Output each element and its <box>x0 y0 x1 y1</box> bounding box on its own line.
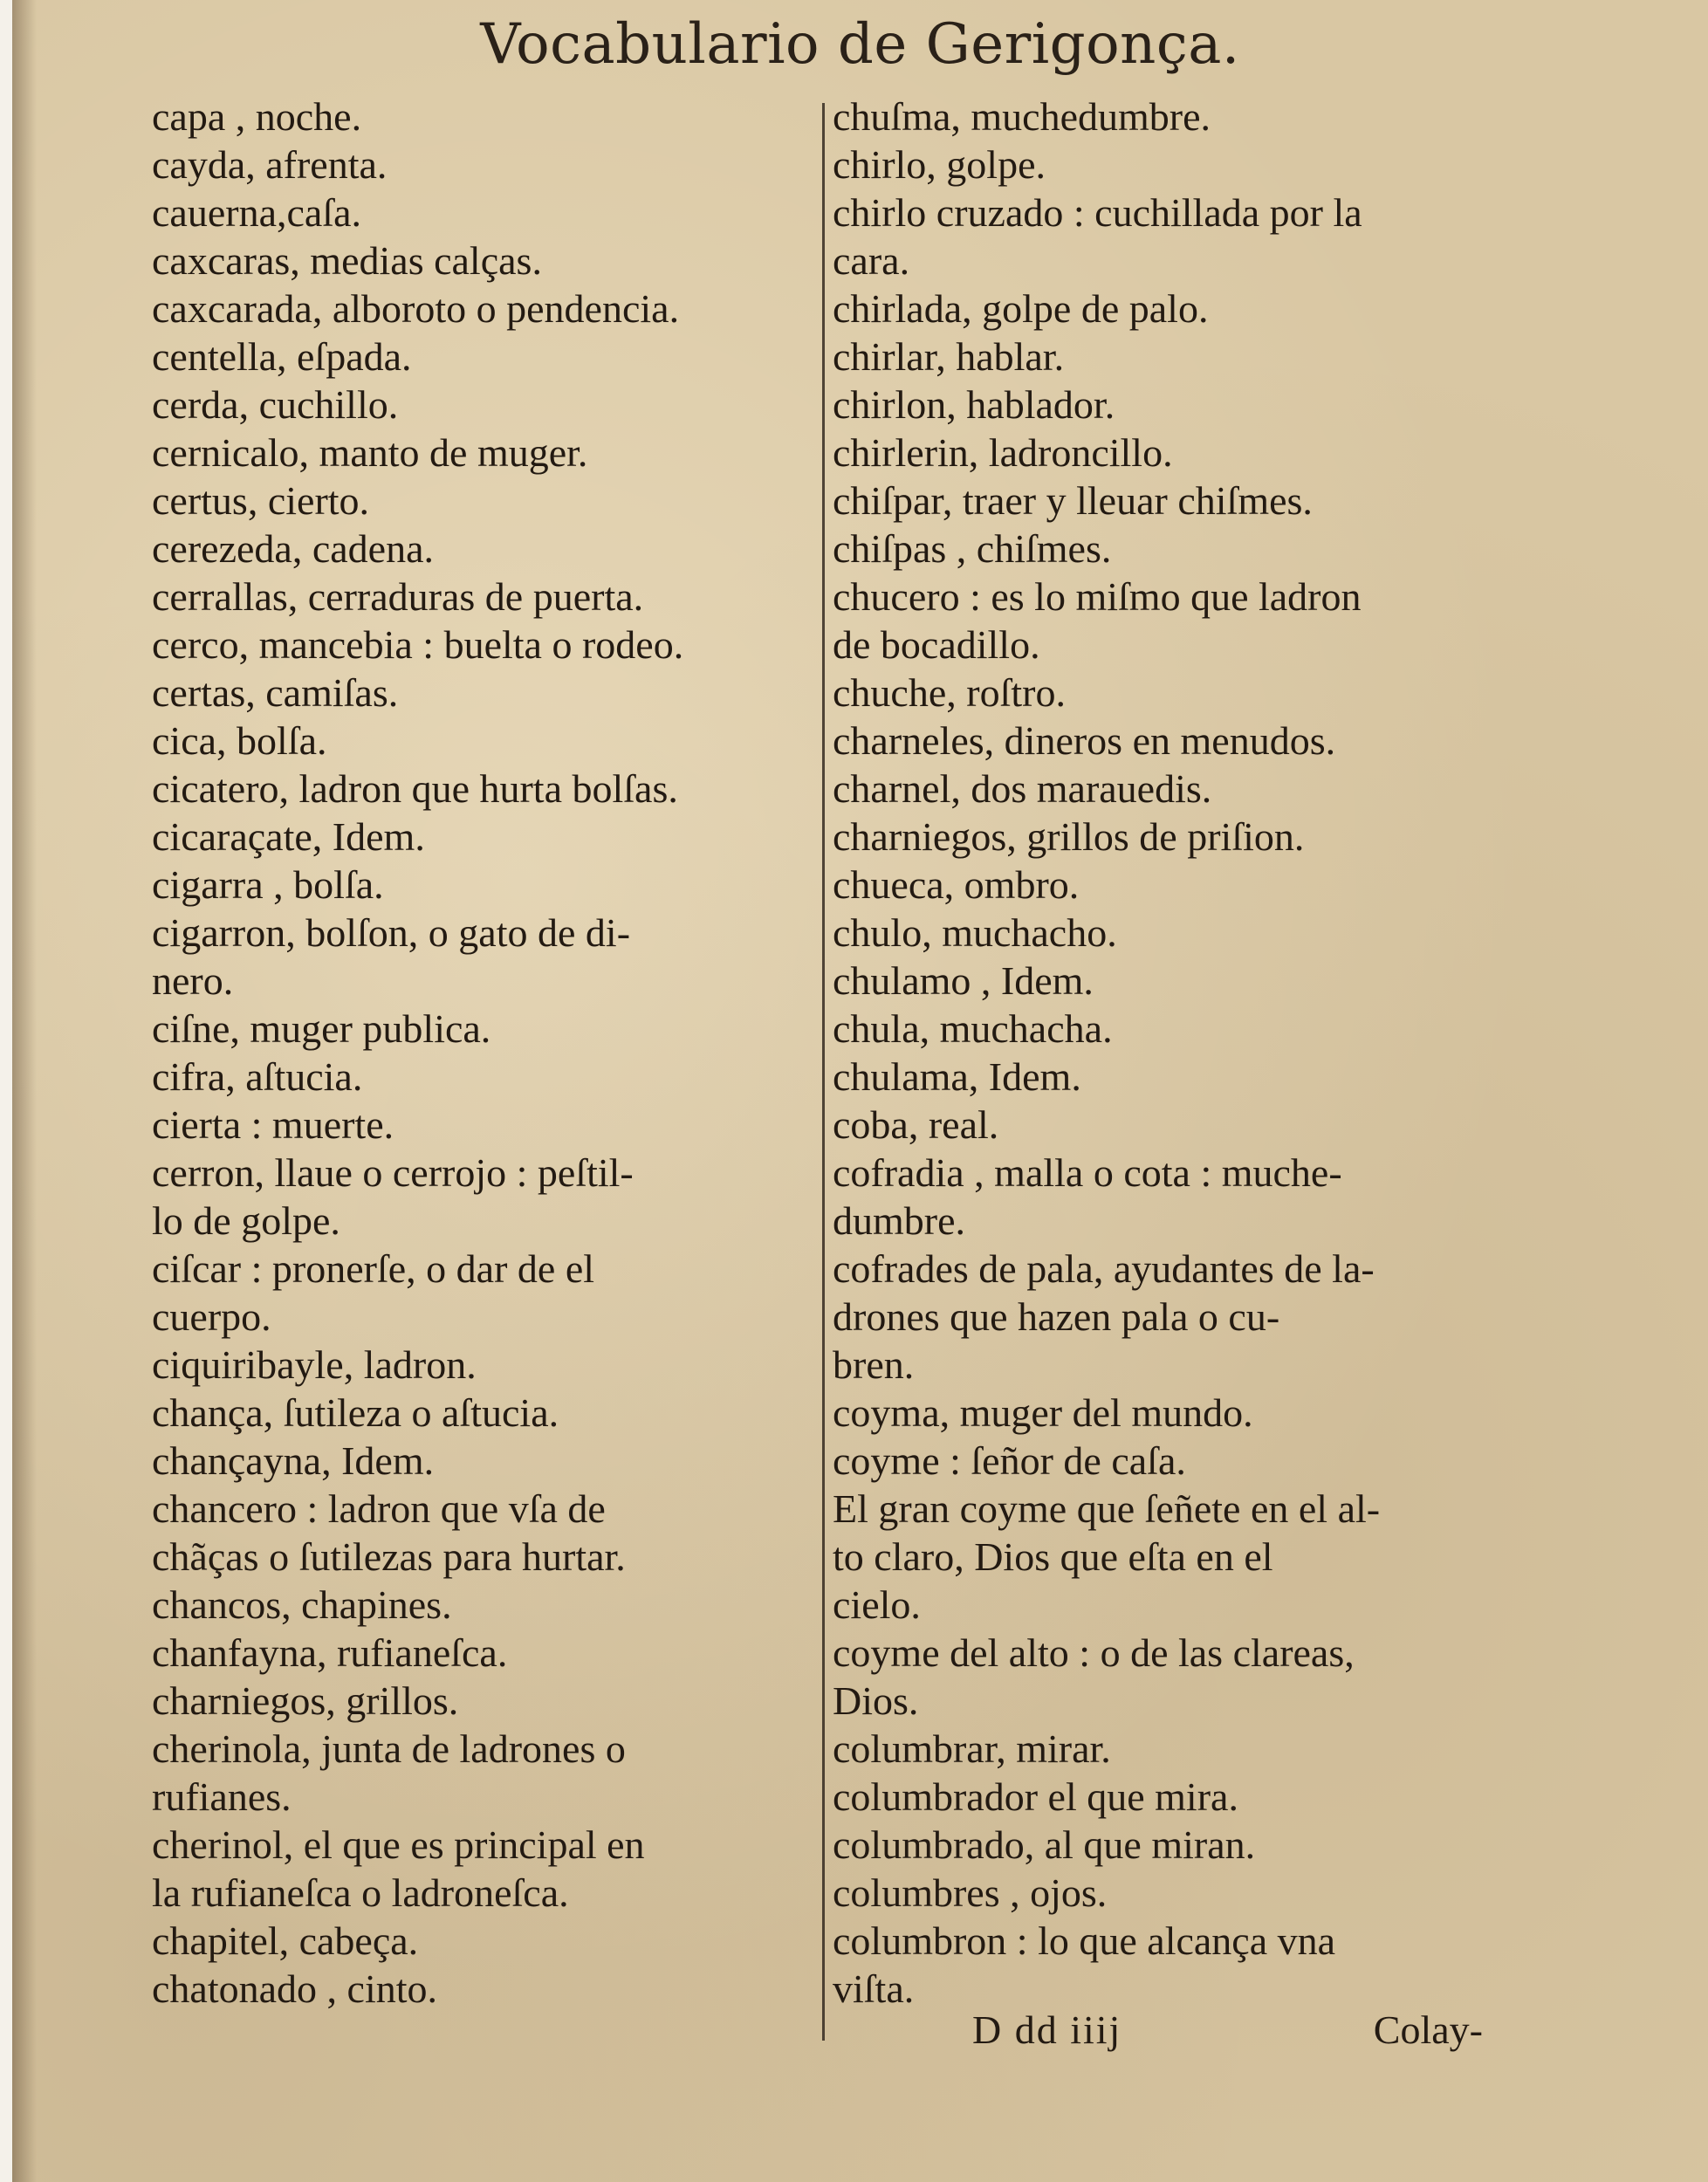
entry-line: cauerna,caſa. <box>152 190 362 235</box>
dictionary-entry <box>152 813 811 861</box>
dictionary-entry <box>833 477 1518 525</box>
dictionary-entry <box>833 813 1518 861</box>
entry-line: chula, muchacha. <box>833 1006 1113 1051</box>
entry-line: chirlar, hablar. <box>833 334 1065 379</box>
entry-line: chulo, muchacho. <box>833 910 1117 955</box>
dictionary-entry <box>152 1485 811 1581</box>
entry-line: centella, eſpada. <box>152 334 412 379</box>
entry-line: ciſcar : pronerſe, o dar de el <box>152 1246 595 1291</box>
dictionary-entry <box>152 429 811 477</box>
dictionary-entry <box>152 717 811 765</box>
dictionary-entry <box>152 1101 811 1149</box>
dictionary-entry <box>152 861 811 909</box>
entry-line: charniegos, grillos de priſion. <box>833 814 1305 859</box>
dictionary-entry <box>152 669 811 717</box>
dictionary-entry <box>152 285 811 333</box>
dictionary-entry <box>152 381 811 429</box>
page-gutter-shadow <box>12 0 37 2182</box>
dictionary-entry <box>833 1245 1518 1389</box>
entry-line: charniegos, grillos. <box>152 1678 459 1723</box>
dictionary-entry <box>833 1437 1518 1485</box>
dictionary-entry <box>152 1149 811 1245</box>
dictionary-entry <box>833 765 1518 813</box>
dictionary-entry <box>833 1389 1518 1437</box>
entry-line: cerron, llaue o cerrojo : peſtil- <box>152 1150 634 1195</box>
entry-line: ciquiribayle, ladron. <box>152 1342 477 1387</box>
dictionary-entry <box>833 909 1518 957</box>
entry-line: coyme del alto : o de las clareas, <box>833 1630 1355 1675</box>
book-page <box>12 0 1708 2182</box>
entry-line: cerco, mancebia : buelta o rodeo. <box>152 622 684 667</box>
dictionary-entry <box>152 1053 811 1101</box>
entry-continuation-line: to claro, Dios que eſta en el <box>833 1534 1273 1579</box>
dictionary-entry <box>152 1965 811 2013</box>
dictionary-entry <box>833 1149 1518 1245</box>
dictionary-entry <box>833 381 1518 429</box>
dictionary-entry <box>833 669 1518 717</box>
dictionary-entry <box>152 1629 811 1677</box>
entry-continuation-line: cuerpo. <box>152 1294 271 1339</box>
dictionary-entry <box>152 237 811 285</box>
entry-line: chança, ſutileza o aſtucia. <box>152 1390 559 1435</box>
entry-continuation-line: nero. <box>152 958 234 1003</box>
entry-line: chirlo, golpe. <box>833 142 1046 187</box>
entry-line: columbrar, mirar. <box>833 1726 1111 1771</box>
dictionary-entry <box>152 1005 811 1053</box>
dictionary-entry <box>833 1917 1518 2013</box>
entry-line: chançayna, Idem. <box>152 1438 435 1483</box>
dictionary-entry <box>152 1341 811 1389</box>
dictionary-entry <box>833 861 1518 909</box>
entry-line: chanfayna, rufianeſca. <box>152 1630 508 1675</box>
entry-line: chucero : es lo miſmo que ladron <box>833 574 1362 619</box>
dictionary-entry <box>833 1485 1518 1629</box>
dictionary-entry <box>833 141 1518 189</box>
entry-line: ciſne, muger publica. <box>152 1006 491 1051</box>
entry-line: caxcarada, alboroto o pendencia. <box>152 286 680 331</box>
entry-continuation-line: lo de golpe. <box>152 1198 340 1243</box>
entry-line: chatonado , cinto. <box>152 1966 438 2011</box>
dictionary-entry <box>152 909 811 1005</box>
dictionary-entry <box>152 765 811 813</box>
entry-continuation-line: la rufianeſca o ladroneſca. <box>152 1870 569 1915</box>
entry-line: certas, camiſas. <box>152 670 399 715</box>
column-rule <box>822 103 825 2041</box>
entry-line: cerrallas, cerraduras de puerta. <box>152 574 644 619</box>
entry-line: cierta : muerte. <box>152 1102 394 1147</box>
entry-line: chapitel, cabeça. <box>152 1918 419 1963</box>
dictionary-entry <box>152 93 811 141</box>
entry-line: chiſpar, traer y lleuar chiſmes. <box>833 478 1313 523</box>
dictionary-entry <box>833 429 1518 477</box>
entry-line: columbron : lo que alcança vna <box>833 1918 1336 1963</box>
dictionary-entry <box>152 1437 811 1485</box>
entry-line: certus, cierto. <box>152 478 370 523</box>
entry-continuation-line: Dios. <box>833 1678 919 1723</box>
dictionary-entry <box>152 1821 811 1917</box>
entry-continuation-line: chãças o ſutilezas para hurtar. <box>152 1534 626 1579</box>
entry-line: coba, real. <box>833 1102 999 1147</box>
entry-line: chuſma, muchedumbre. <box>833 94 1211 139</box>
entry-line: cayda, afrenta. <box>152 142 388 187</box>
entry-line: cerezeda, cadena. <box>152 526 434 571</box>
dictionary-entry <box>833 333 1518 381</box>
entry-line: columbrado, al que miran. <box>833 1822 1256 1867</box>
entry-line: charnel, dos marauedis. <box>833 766 1212 811</box>
dictionary-entry <box>833 1101 1518 1149</box>
dictionary-entry <box>152 1581 811 1629</box>
dictionary-entry <box>833 189 1518 285</box>
entry-continuation-line: rufianes. <box>152 1774 292 1819</box>
dictionary-entry <box>833 1629 1518 1725</box>
signature-mark: D dd iiij <box>972 2007 1122 2052</box>
entry-line: chulamo , Idem. <box>833 958 1094 1003</box>
dictionary-entry <box>152 1245 811 1341</box>
dictionary-entry <box>833 285 1518 333</box>
right-column <box>833 93 1518 2013</box>
entry-line: coyme : ſeñor de caſa. <box>833 1438 1186 1483</box>
dictionary-entry <box>152 621 811 669</box>
entry-line: chuche, roſtro. <box>833 670 1066 715</box>
dictionary-entry <box>833 717 1518 765</box>
dictionary-entry <box>152 1677 811 1725</box>
entry-continuation-line: de bocadillo. <box>833 622 1040 667</box>
catchword: Colay- <box>1373 2007 1483 2052</box>
dictionary-entry <box>152 189 811 237</box>
dictionary-entry <box>833 1725 1518 1773</box>
entry-line: chiſpas , chiſmes. <box>833 526 1112 571</box>
entry-line: cifra, aſtucia. <box>152 1054 363 1099</box>
entry-continuation-line: dumbre. <box>833 1198 966 1243</box>
running-head: Vocabulario de Gerigonça. <box>480 12 1240 77</box>
dictionary-entry <box>152 477 811 525</box>
entry-line: coyma, muger del mundo. <box>833 1390 1253 1435</box>
entry-continuation-line: viſta. <box>833 1966 915 2011</box>
entry-line: cernicalo, manto de muger. <box>152 430 588 475</box>
dictionary-entry <box>833 1821 1518 1869</box>
entry-line: capa , noche. <box>152 94 362 139</box>
entry-line: cherinol, el que es principal en <box>152 1822 645 1867</box>
entry-line: cica, bolſa. <box>152 718 327 763</box>
entry-line: chirlerin, ladroncillo. <box>833 430 1173 475</box>
entry-line: columbres , ojos. <box>833 1870 1108 1915</box>
dictionary-entry <box>152 573 811 621</box>
entry-continuation-line: cara. <box>833 238 910 283</box>
entry-line: chirlon, hablador. <box>833 382 1115 427</box>
entry-line: columbrador el que mira. <box>833 1774 1238 1819</box>
entry-line: caxcaras, medias calças. <box>152 238 542 283</box>
entry-line: cofradia , malla o cota : muche- <box>833 1150 1342 1195</box>
entry-line: chirlada, golpe de palo. <box>833 286 1209 331</box>
entry-line: cicatero, ladron que hurta bolſas. <box>152 766 678 811</box>
dictionary-entry <box>833 1773 1518 1821</box>
left-column <box>152 93 811 2013</box>
entry-line: cicaraçate, Idem. <box>152 814 425 859</box>
dictionary-entry <box>833 1053 1518 1101</box>
dictionary-entry <box>152 333 811 381</box>
dictionary-entry <box>152 1917 811 1965</box>
dictionary-entry <box>152 1725 811 1821</box>
dictionary-entry <box>833 1005 1518 1053</box>
dictionary-entry <box>833 1869 1518 1917</box>
entry-continuation-line: drones que hazen pala o cu- <box>833 1294 1280 1339</box>
dictionary-entry <box>833 957 1518 1005</box>
entry-line: cherinola, junta de ladrones o <box>152 1726 626 1771</box>
entry-line: chulama, Idem. <box>833 1054 1081 1099</box>
entry-line: chueca, ombro. <box>833 862 1080 907</box>
entry-continuation-line: cielo. <box>833 1582 921 1627</box>
dictionary-entry <box>152 1389 811 1437</box>
entry-line: cerda, cuchillo. <box>152 382 399 427</box>
dictionary-entry <box>833 93 1518 141</box>
entry-line: cigarra , bolſa. <box>152 862 384 907</box>
entry-line: chirlo cruzado : cuchillada por la <box>833 190 1362 235</box>
entry-continuation-line: bren. <box>833 1342 915 1387</box>
dictionary-entry <box>833 573 1518 669</box>
entry-line: El gran coyme que ſeñete en el al- <box>833 1486 1381 1531</box>
entry-line: cofrades de pala, ayudantes de la- <box>833 1246 1375 1291</box>
entry-line: chancos, chapines. <box>152 1582 452 1627</box>
entry-line: cigarron, bolſon, o gato de di- <box>152 910 631 955</box>
entry-line: charneles, dineros en menudos. <box>833 718 1336 763</box>
entry-line: chancero : ladron que vſa de <box>152 1486 606 1531</box>
dictionary-entry <box>152 525 811 573</box>
dictionary-entry <box>833 525 1518 573</box>
dictionary-entry <box>152 141 811 189</box>
